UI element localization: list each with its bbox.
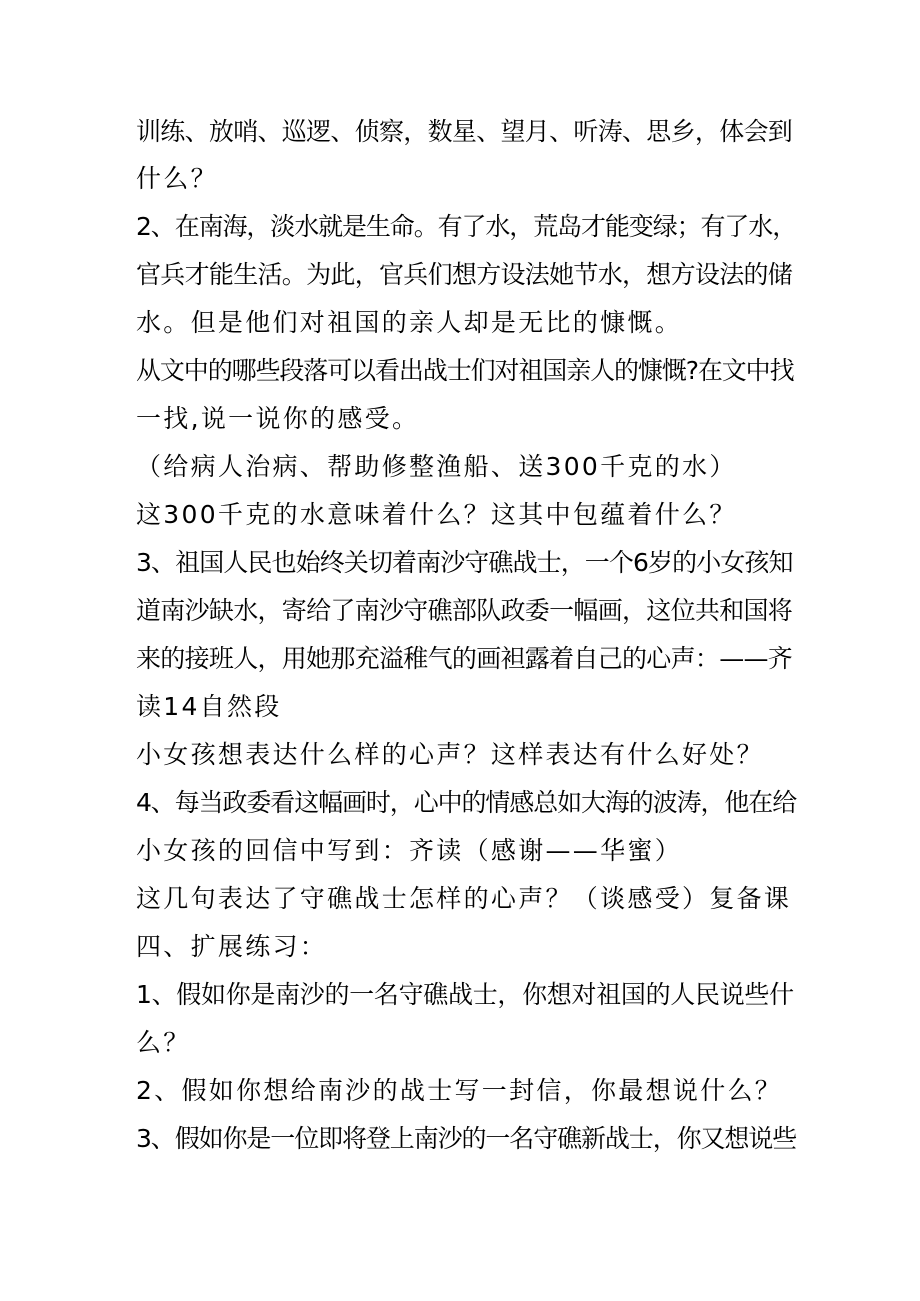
- text-line: 4、每当政委看这幅画时，心中的情感总如大海的波涛，他在给: [136, 788, 797, 817]
- text-line: 来的接班人，用她那充溢稚气的画袒露着自己的心声：——齐: [136, 644, 793, 673]
- text-line: 道南沙缺水，寄给了南沙守礁部队政委一幅画，这位共和国将: [136, 596, 793, 625]
- text-line: 读14自然段: [136, 692, 282, 721]
- text-line: 四、扩展练习：: [136, 932, 328, 961]
- text-line: 小女孩想表达什么样的心声？这样表达有什么好处？: [136, 740, 764, 769]
- text-line: 2、在南海，淡水就是生命。有了水，荒岛才能变绿；有了水，: [136, 212, 797, 241]
- text-line: 这几句表达了守礁战士怎样的心声？（谈感受）复备课: [136, 884, 792, 913]
- text-line: 么？: [136, 1028, 191, 1057]
- text-line: 什么？: [136, 164, 218, 193]
- text-line: 官兵才能生活。为此，官兵们想方设法她节水，想方设法的储: [136, 260, 793, 289]
- text-line: 2、假如你想给南沙的战士写一封信，你最想说什么？: [136, 1076, 783, 1105]
- text-line: （给病人治病、帮助修整渔船、送300千克的水）: [136, 452, 737, 481]
- text-line: 一找,说一说你的感受。: [136, 404, 420, 433]
- text-line: 水。但是他们对祖国的亲人却是无比的慷慨。: [136, 308, 683, 337]
- text-line: 小女孩的回信中写到：齐读（感谢——华蜜）: [136, 836, 683, 865]
- text-line: 3、祖国人民也始终关切着南沙守礁战士，一个6岁的小女孩知: [136, 548, 793, 577]
- text-line: 这300千克的水意味着什么？这其中包蕴着什么？: [136, 500, 737, 529]
- text-line: 3、假如你是一位即将登上南沙的一名守礁新战士，你又想说些: [136, 1124, 797, 1153]
- text-line: 从文中的哪些段落可以看出战士们对祖国亲人的慷慨?在文中找: [136, 356, 794, 385]
- text-line: 1、假如你是南沙的一名守礁战士，你想对祖国的人民说些什: [136, 980, 794, 1009]
- text-line: 训练、放哨、巡逻、侦察，数星、望月、听涛、思乡，体会到: [136, 117, 793, 146]
